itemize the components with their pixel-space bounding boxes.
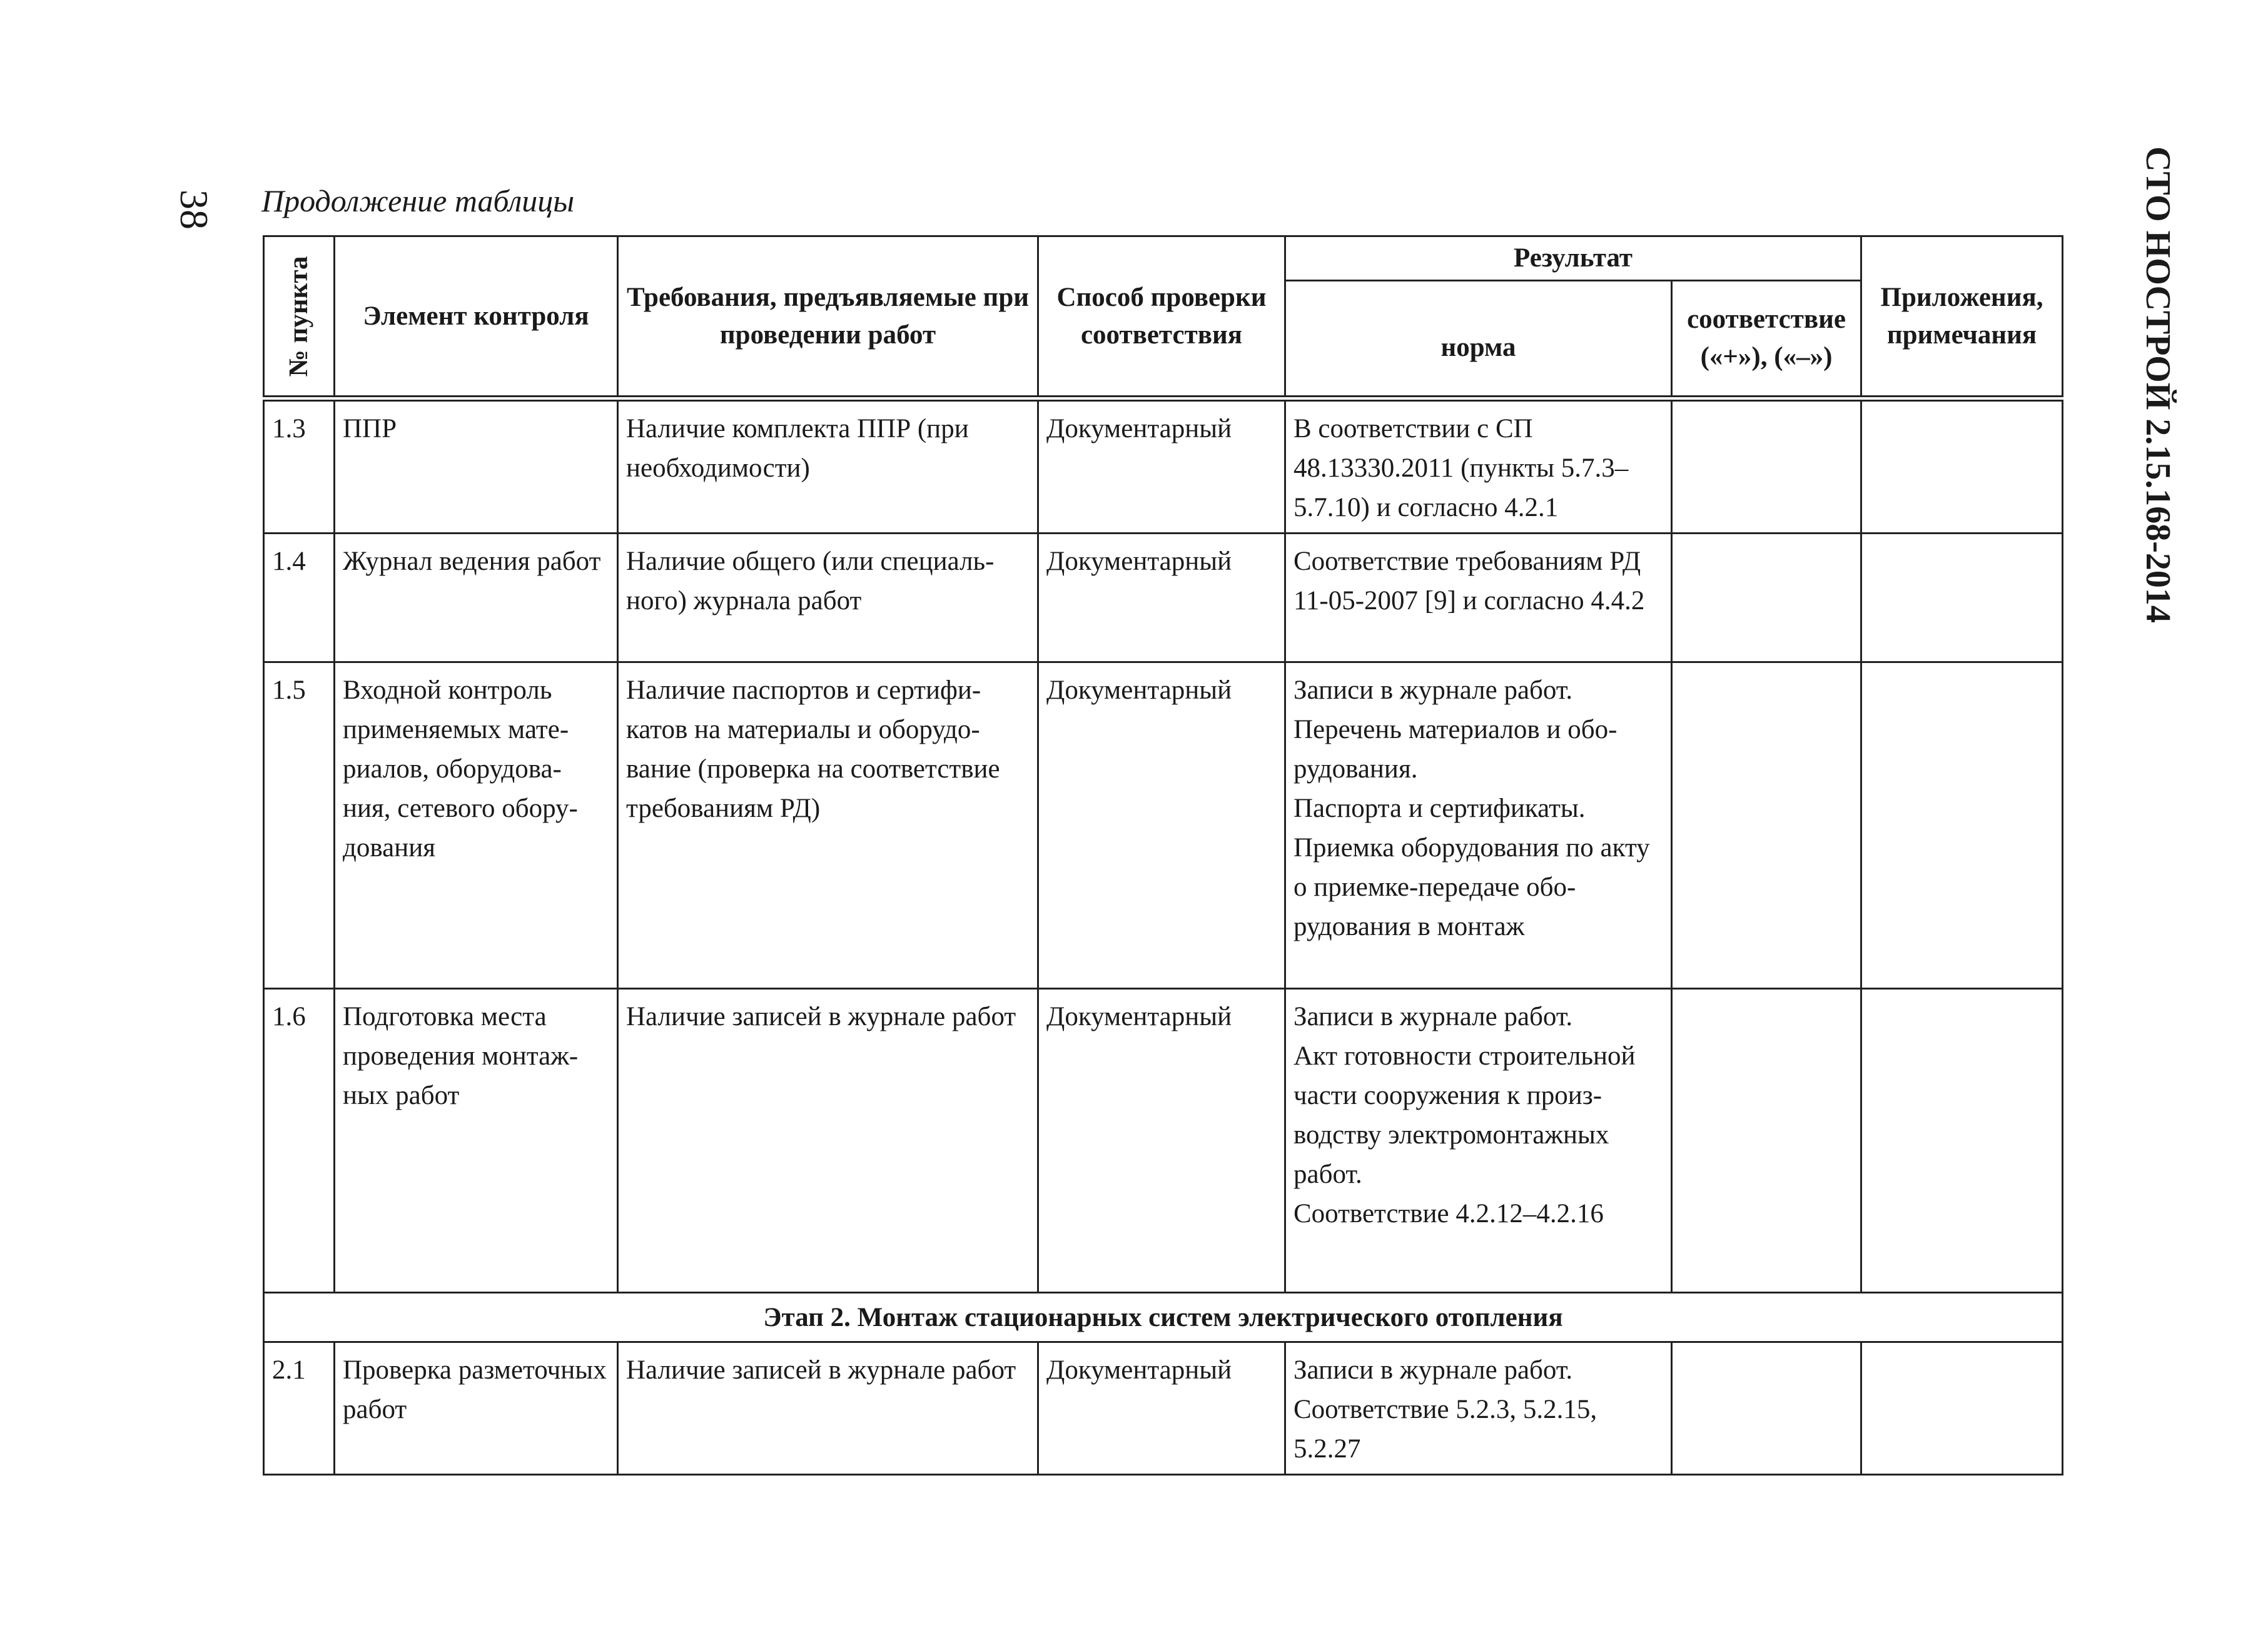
header-num-label: № пункта — [284, 256, 313, 377]
row-element: Подготовка места проведения монтаж-ных работ — [335, 989, 618, 1293]
row-compliance — [1672, 662, 1861, 989]
row-norma — [1285, 662, 1672, 989]
row-compliance — [1672, 989, 1861, 1293]
row-notes — [1861, 1342, 2063, 1475]
row-requirements: Наличие комплекта ППР (при необходимости) — [618, 398, 1038, 534]
row-num: 1.6 — [264, 989, 335, 1293]
table-continuation-caption: Продолжение таблицы — [261, 183, 575, 218]
row-notes — [1861, 534, 2063, 662]
row-method: Документарный — [1038, 1342, 1285, 1475]
norma-line: Записи в журнале работ. — [1293, 676, 1573, 705]
norma-line: Соответствие 5.2.3, 5.2.15, 5.2.27 — [1293, 1395, 1597, 1464]
norma-line: Паспорта и сертификаты. — [1293, 794, 1586, 823]
row-method: Документарный — [1038, 534, 1285, 662]
header-compliance: соответствие («+»), («–») — [1672, 281, 1861, 399]
header-notes: Приложения, примечания — [1861, 236, 2063, 399]
row-notes — [1861, 398, 2063, 534]
header-norma: норма — [1285, 281, 1672, 399]
header-requirements: Требования, предъявляемые при проведении работ — [618, 236, 1038, 399]
row-requirements: Наличие записей в журнале работ — [618, 1342, 1038, 1475]
row-element: Входной контроль применяемых мате-риалов, оборудова-ния, сетевого обору-дования — [335, 662, 618, 989]
row-norma: В соответствии с СП 48.13330.2011 (пункты 5.7.3–5.7.10) и согласно 4.2.1 — [1285, 398, 1672, 534]
table-row — [264, 1342, 2063, 1475]
header-result: Результат — [1285, 236, 1861, 281]
norma-line: Записи в журнале работ. — [1293, 1002, 1573, 1031]
row-element: ППР — [335, 398, 618, 534]
control-table — [263, 235, 2063, 1476]
row-num: 1.3 — [264, 398, 335, 534]
header-element: Элемент контроля — [335, 236, 618, 399]
table-row — [264, 534, 2063, 662]
row-num: 1.5 — [264, 662, 335, 989]
row-num: 2.1 — [264, 1342, 335, 1475]
row-notes — [1861, 989, 2063, 1293]
row-compliance — [1672, 1342, 1861, 1475]
norma-line: Соответствие 4.2.12–4.2.16 — [1293, 1199, 1604, 1228]
header-num — [264, 236, 335, 399]
standard-code: СТО НОСТРОЙ 2.15.168-2014 — [2139, 146, 2177, 623]
norma-line: Записи в журнале работ. — [1293, 1355, 1573, 1385]
row-norma — [1285, 989, 1672, 1293]
row-requirements: Наличие общего (или специаль-ного) журнала работ — [618, 534, 1038, 662]
stage-heading-row — [264, 1293, 2063, 1342]
row-requirements: Наличие записей в журнале работ — [618, 989, 1038, 1293]
row-compliance — [1672, 398, 1861, 534]
row-num: 1.4 — [264, 534, 335, 662]
row-requirements: Наличие паспортов и сертифи-катов на материалы и оборудо-вание (проверка на соответствие требованиям РД) — [618, 662, 1038, 989]
norma-line: Перечень материалов и обо-рудования. — [1293, 715, 1617, 784]
row-element: Журнал ведения работ — [335, 534, 618, 662]
row-method: Документарный — [1038, 989, 1285, 1293]
row-norma: Соответствие требованиям РД 11-05-2007 [9] и согласно 4.4.2 — [1285, 534, 1672, 662]
page-number: 38 — [172, 190, 216, 230]
row-element: Проверка разметочных работ — [335, 1342, 618, 1475]
row-compliance — [1672, 534, 1861, 662]
row-method: Документарный — [1038, 662, 1285, 989]
row-method: Документарный — [1038, 398, 1285, 534]
row-norma — [1285, 1342, 1672, 1475]
table-row — [264, 398, 2063, 534]
norma-line: Акт готовности строительной части сооружения к произ-водству электромонтажных работ. — [1293, 1041, 1636, 1189]
row-notes — [1861, 662, 2063, 989]
table-row — [264, 989, 2063, 1293]
norma-line: Приемка оборудования по акту о приемке-передаче обо-рудования в монтаж — [1293, 833, 1650, 941]
header-method: Способ проверки соответствия — [1038, 236, 1285, 399]
stage-2-title: Этап 2. Монтаж стационарных систем электрического отопления — [264, 1293, 2063, 1342]
table-row — [264, 662, 2063, 989]
